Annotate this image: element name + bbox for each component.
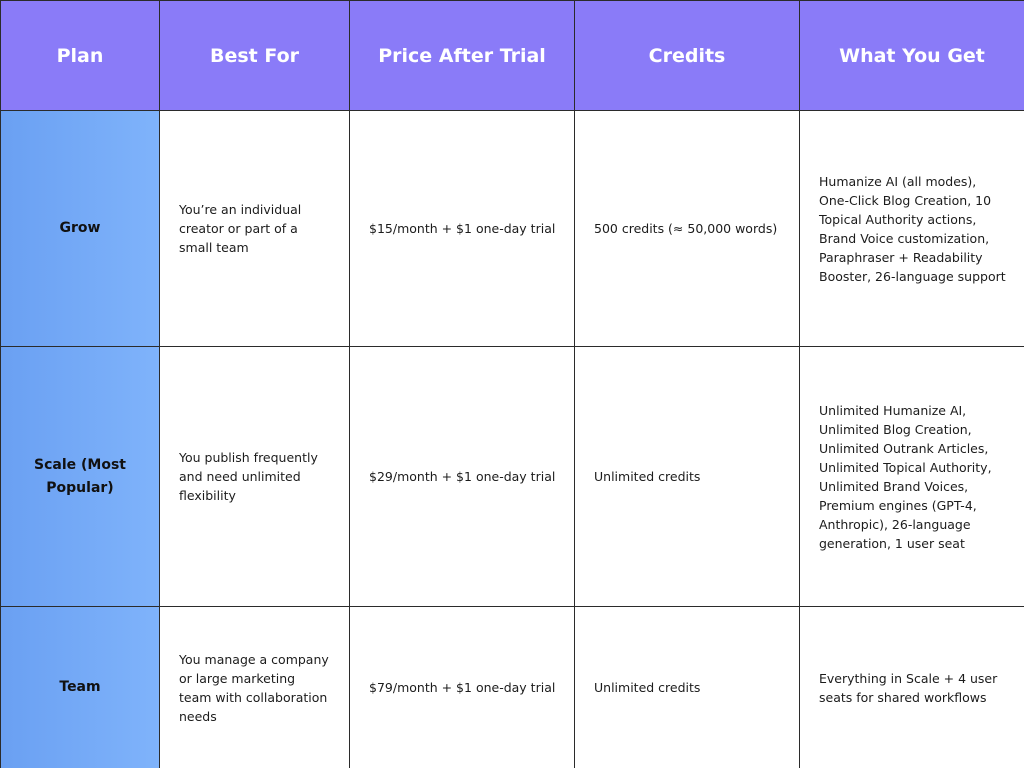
header-price-after-trial: Price After Trial — [350, 1, 575, 111]
credits-grow: 500 credits (≈ 50,000 words) — [575, 111, 800, 347]
plan-team: Team — [1, 607, 160, 768]
header-credits: Credits — [575, 1, 800, 111]
features-grow: Humanize AI (all modes), One-Click Blog Creation, 10 Topical Authority actions, Brand Voice customization, Paraphraser + Readability Booster, 26-language support — [800, 111, 1024, 347]
features-scale: Unlimited Humanize AI, Unlimited Blog Creation, Unlimited Outrank Articles, Unlimited Topical Authority, Unlimited Brand Voices, Premium engines (GPT-4, Anthropic), 26-language generation, 1 user seat — [800, 347, 1024, 607]
plan-grow: Grow — [1, 111, 160, 347]
features-team: Everything in Scale + 4 user seats for shared workflows — [800, 607, 1024, 768]
price-scale: $29/month + $1 one-day trial — [350, 347, 575, 607]
plan-scale: Scale (Most Popular) — [1, 347, 160, 607]
price-team: $79/month + $1 one-day trial — [350, 607, 575, 768]
header-what-you-get: What You Get — [800, 1, 1024, 111]
credits-team: Unlimited credits — [575, 607, 800, 768]
price-grow: $15/month + $1 one-day trial — [350, 111, 575, 347]
best-for-grow: You’re an individual creator or part of a small team — [160, 111, 350, 347]
header-best-for: Best For — [160, 1, 350, 111]
header-plan: Plan — [1, 1, 160, 111]
credits-scale: Unlimited credits — [575, 347, 800, 607]
best-for-team: You manage a company or large marketing team with collaboration needs — [160, 607, 350, 768]
best-for-scale: You publish frequently and need unlimited flexibility — [160, 347, 350, 607]
